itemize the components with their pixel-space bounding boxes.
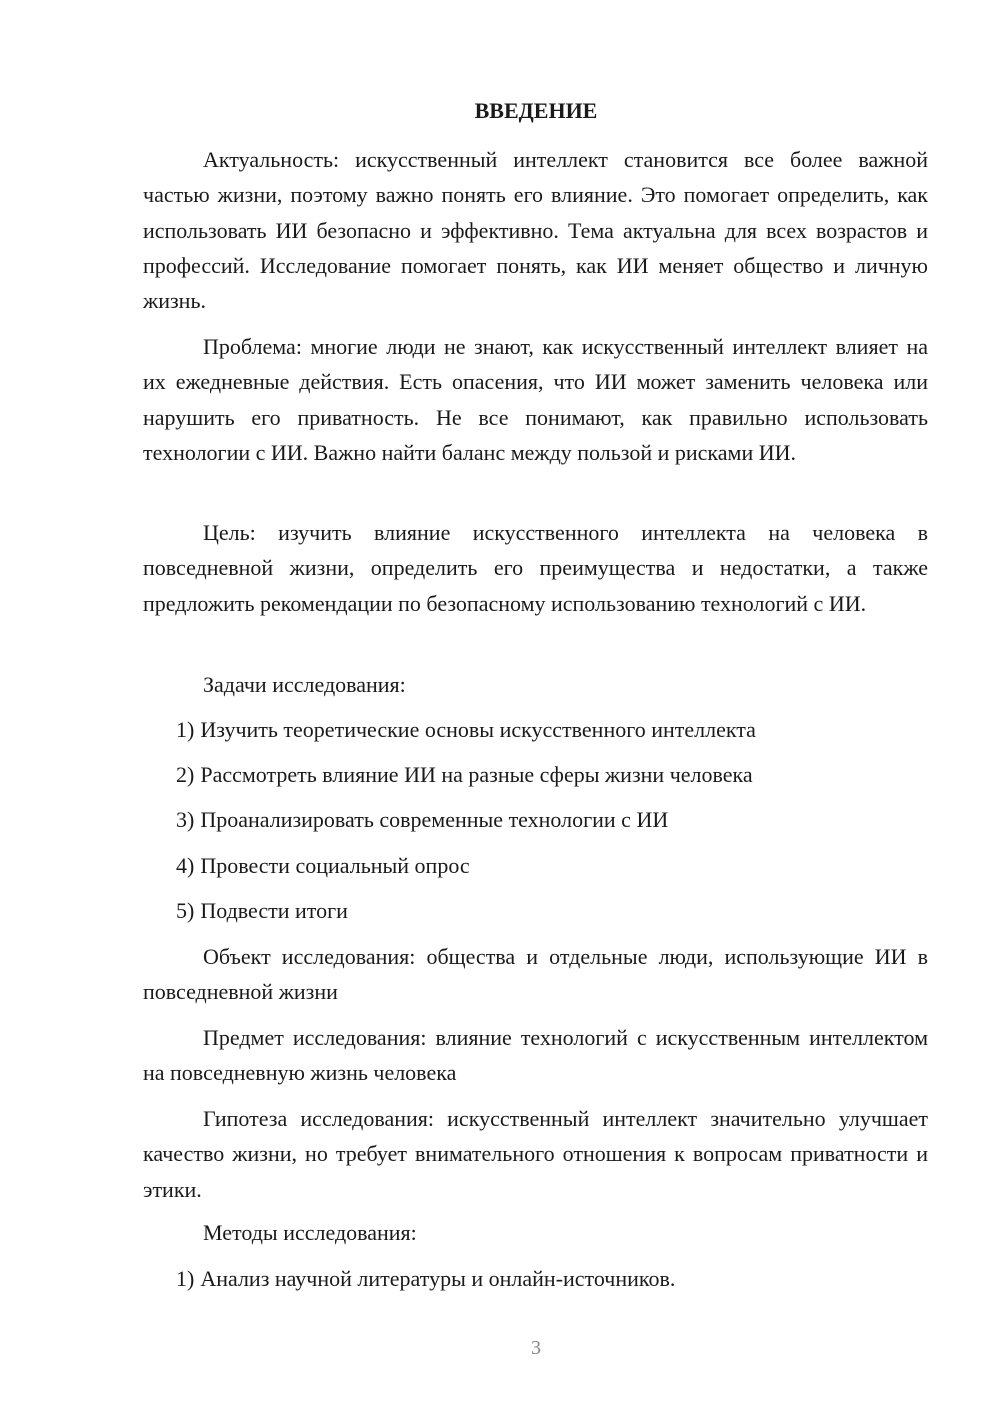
list-item-text: Проанализировать современные технологии с ИИ [200,807,669,832]
list-item [176,760,936,790]
list-item [176,715,936,745]
page-number: 3 [531,1337,541,1359]
goal-paragraph: Цель: изучить влияние искусственного интеллекта на человека в повседневной жизни, определить его преимущества и недостатки, а также предложить рекомендации по безопасному использованию технологий с ИИ. [143,520,928,616]
list-item-text: Рассмотреть влияние ИИ на разные сферы жизни человека [200,762,753,787]
hypothesis-paragraph: Гипотеза исследования: искусственный интеллект значительно улучшает качество жизни, но требует внимательного отношения к вопросам приватности и этики. [143,1106,928,1202]
list-item-text: Изучить теоретические основы искусственного интеллекта [200,717,756,742]
list-item [176,896,936,926]
list-item-number: 3) [176,807,195,832]
object-paragraph: Объект исследования: общества и отдельные люди, использующие ИИ в повседневной жизни [143,944,928,1005]
methods-heading: Методы исследования: [203,1220,417,1245]
list-item-number: 5) [176,898,195,923]
tasks-heading: Задачи исследования: [203,672,406,697]
page-title: ВВЕДЕНИЕ [474,98,598,123]
list-item-number: 1) [176,1266,195,1291]
list-item [176,851,936,881]
list-item-number: 1) [176,717,195,742]
subject-paragraph: Предмет исследования: влияние технологий с искусственным интеллектом на повседневную жизнь человека [143,1025,928,1086]
list-item-text: Анализ научной литературы и онлайн-источников. [200,1266,676,1291]
list-item-text: Провести социальный опрос [200,853,470,878]
problem-paragraph: Проблема: многие люди не знают, как искусственный интеллект влияет на их ежедневные действия. Есть опасения, что ИИ может заменить человека или нарушить его приватность. Не все понимают, как правильно использовать технологии с ИИ. Важно найти баланс между пользой и рисками ИИ. [143,334,928,465]
list-item-text: Подвести итоги [200,898,348,923]
relevance-paragraph: Актуальность: искусственный интеллект становится все более важной частью жизни, поэтому важно понять его влияние. Это помогает определить, как использовать ИИ безопасно и эффективно. Тема актуальна для всех возрастов и профессий. Исследование помогает понять, как ИИ меняет общество и личную жизнь. [143,147,928,314]
list-item [176,805,936,835]
list-item [176,1264,936,1294]
list-item-number: 2) [176,762,195,787]
list-item-number: 4) [176,853,195,878]
